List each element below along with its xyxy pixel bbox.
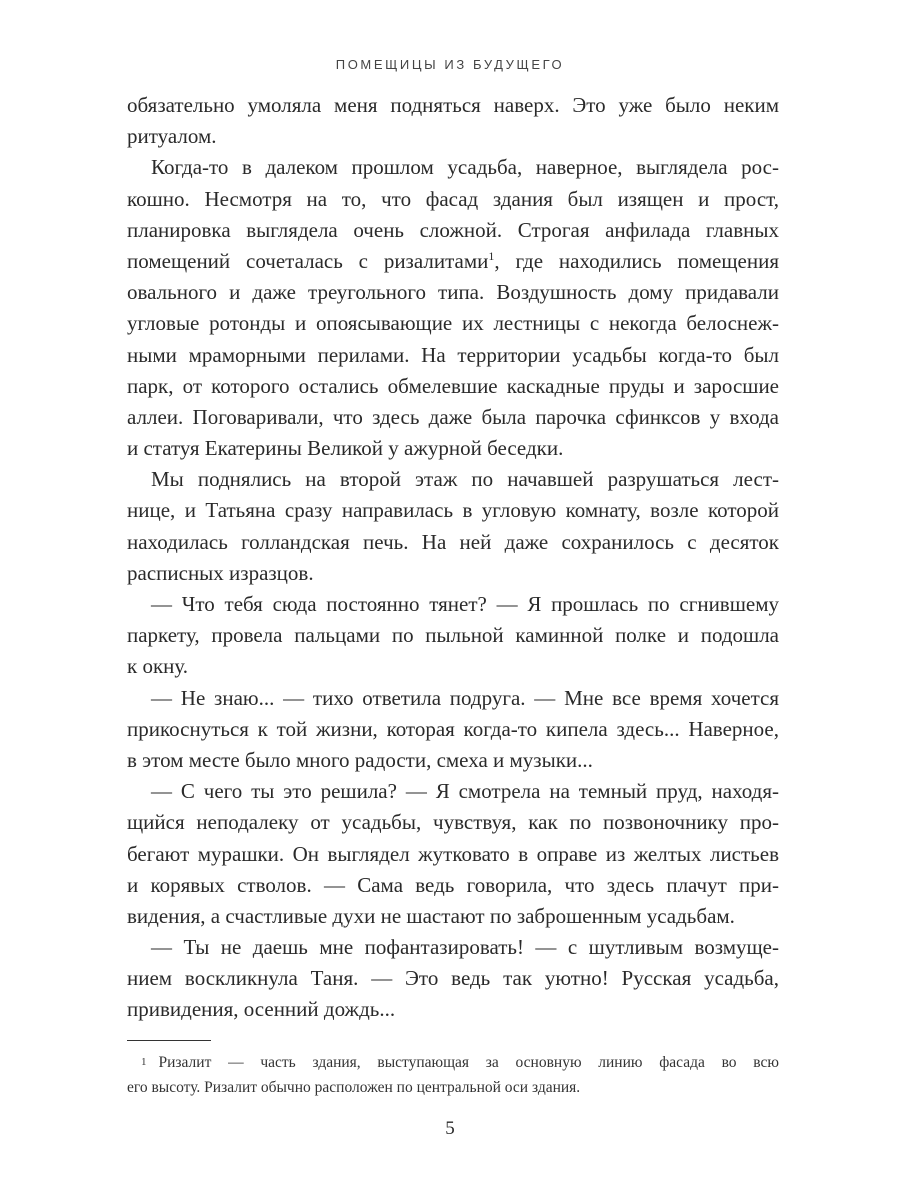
text-line: Когда-то в далеком прошлом усадьба, наверное, выглядела рос-: [151, 155, 779, 180]
text-line: угловые ротонды и опоясывающие их лестницы с некогда белоснеж-: [127, 311, 779, 336]
text-line: Мы поднялись на второй этаж по начавшей разрушаться лест-: [151, 467, 779, 492]
text-line: обязательно умоляла меня подняться наверх. Это уже было неким: [127, 93, 779, 117]
text-line: паркету, провела пальцами по пыльной каминной полке и подошла: [127, 623, 779, 648]
text-line: и статуя Екатерины Великой у ажурной беседки.: [127, 436, 564, 461]
text-line: бегают мурашки. Он выглядел жутковато в оправе из желтых листьев: [127, 841, 779, 866]
text-line: ритуалом.: [127, 124, 217, 149]
text-line: привидения, осенний дождь...: [127, 997, 396, 1022]
text-line: парк, от которого остались обмелевшие каскадные пруды и заросшие: [127, 373, 779, 398]
text-line: расписных изразцов.: [127, 560, 314, 585]
footnote-line: [127, 1050, 779, 1075]
text-line: — С чего ты это решила? — Я смотрела на темный пруд, находя-: [151, 779, 779, 804]
text-line: — Ты не даешь мне пофантазировать! — с шутливым возмуще-: [151, 935, 779, 960]
text-line: овального и даже треугольного типа. Воздушность дому придавали: [127, 280, 779, 305]
footnote: [127, 1050, 779, 1100]
text-line: аллеи. Поговаривали, что здесь даже была парочка сфинксов у входа: [127, 404, 779, 429]
page-number: 5: [445, 1118, 455, 1139]
text-line: нием воскликнула Таня. — Это ведь так уютно! Русская усадьба,: [127, 966, 779, 991]
text-line: к окну.: [127, 654, 189, 679]
text-line: — Что тебя сюда постоянно тянет? — Я прошлась по сгнившему: [151, 592, 779, 616]
text-line: — Не знаю... — тихо ответила подруга. — Мне все время хочется: [151, 685, 779, 710]
text-line: [127, 246, 779, 277]
text-line: и корявых стволов. — Сама ведь говорила, что здесь плачут при-: [127, 872, 779, 897]
text-line: кошно. Несмотря на то, что фасад здания был изящен и прост,: [127, 186, 779, 211]
running-header: ПОМЕЩИЦЫ ИЗ БУДУЩЕГО: [335, 57, 565, 72]
text-line: в этом месте было много радости, смеха и музыки...: [127, 747, 593, 772]
text-line: планировка выглядела очень сложной. Строгая анфилада главных: [127, 217, 779, 242]
footnote-ref[interactable]: 1: [488, 248, 495, 263]
footnote-text: Ризалит — часть здания, выступающая за основную линию фасада во всю: [158, 1054, 779, 1071]
footnote-number: 1: [141, 1056, 147, 1068]
text-span: помещений сочеталась с ризалитами: [127, 248, 489, 273]
footnote-divider: [127, 1040, 211, 1041]
text-line: находилась голландская печь. На ней даже сохранилось с десяток: [127, 529, 779, 554]
text-span: , где находились помещения: [494, 248, 779, 273]
text-line: видения, а счастливые духи не шастают по заброшенным усадьбам.: [127, 903, 735, 928]
footnote-line: его высоту. Ризалит обычно расположен по центральной оси здания.: [127, 1079, 581, 1096]
text-line: ными мраморными перилами. На территории усадьбы когда-то был: [127, 342, 779, 367]
body-text: [127, 90, 779, 1026]
text-line: прикоснуться к той жизни, которая когда-то кипела здесь... Наверное,: [127, 716, 779, 741]
text-line: нице, и Татьяна сразу направилась в угловую комнату, возле которой: [127, 498, 779, 523]
text-line: щийся неподалеку от усадьбы, чувствуя, как по позвоночнику про-: [127, 810, 779, 835]
